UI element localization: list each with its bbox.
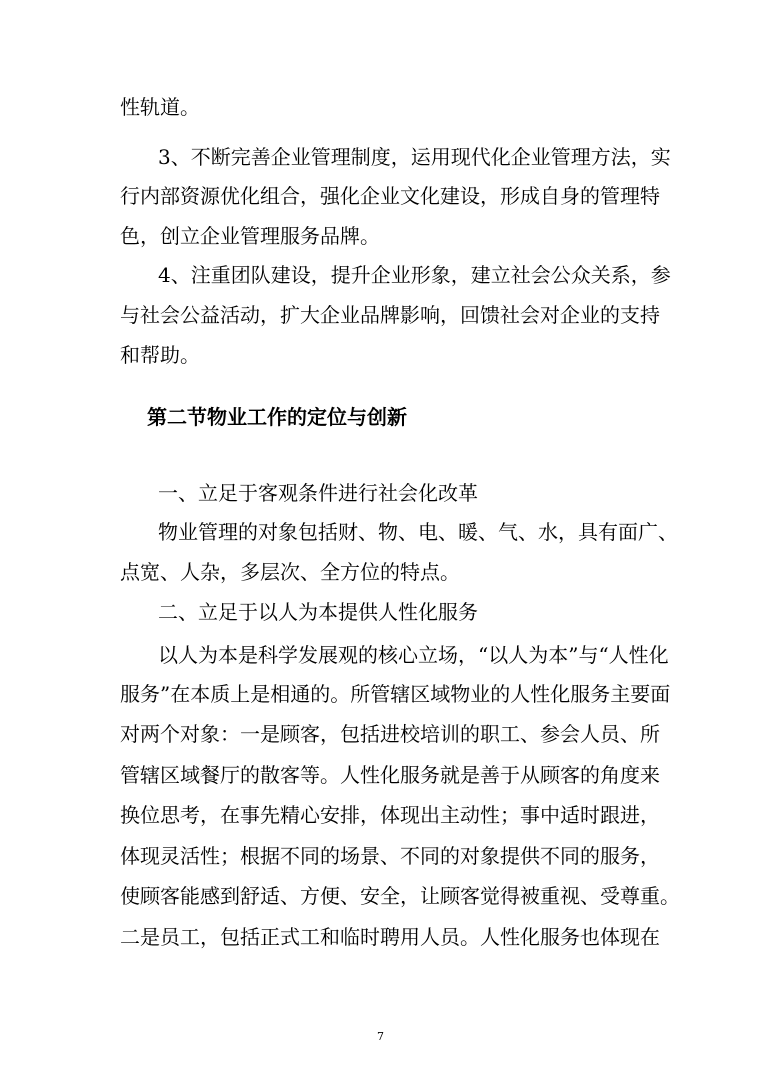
text-line: 二、立足于以人为本提供人性化服务 bbox=[158, 600, 478, 624]
text-line: 体现灵活性；根据不同的场景、不同的对象提供不同的服务， bbox=[120, 844, 660, 868]
text-line: 行内部资源优化组合，强化企业文化建设，形成自身的管理特 bbox=[120, 184, 660, 208]
text-line: 与社会公益活动，扩大企业品牌影响，回馈社会对企业的支持 bbox=[120, 303, 660, 327]
text-line: 一、立足于客观条件进行社会化改革 bbox=[158, 481, 478, 505]
text-line: 点宽、人杂，多层次、全方位的特点。 bbox=[120, 560, 460, 584]
text-line: 以人为本是科学发展观的核心立场，“以人为本”与“人性化 bbox=[158, 643, 669, 667]
text-line: 对两个对象：一是顾客，包括进校培训的职工、参会人员、所 bbox=[120, 722, 660, 746]
text-line: 色，创立企业管理服务品牌。 bbox=[120, 224, 380, 248]
text-line: 使顾客能感到舒适、方便、安全，让顾客觉得被重视、受尊重。 bbox=[120, 884, 680, 908]
text-line: 服务”在本质上是相通的。所管辖区域物业的人性化服务主要面 bbox=[120, 682, 671, 706]
page-number: 7 bbox=[377, 1030, 384, 1043]
section-heading: 第二节物业工作的定位与创新 bbox=[147, 405, 407, 429]
text-line: 和帮助。 bbox=[120, 343, 200, 367]
text-line: 4、注重团队建设，提升企业形象，建立社会公众关系，参 bbox=[158, 263, 671, 287]
text-line: 3、不断完善企业管理制度，运用现代化企业管理方法，实 bbox=[158, 145, 671, 169]
text-line: 物业管理的对象包括财、物、电、暖、气、水，具有面广、 bbox=[158, 520, 678, 544]
text-line: 换位思考，在事先精心安排，体现出主动性；事中适时跟进， bbox=[120, 803, 660, 827]
text-line: 二是员工，包括正式工和临时聘用人员。人性化服务也体现在 bbox=[120, 925, 660, 949]
text-line: 管辖区域餐厅的散客等。人性化服务就是善于从顾客的角度来 bbox=[120, 763, 660, 787]
text-line: 性轨道。 bbox=[120, 95, 200, 119]
